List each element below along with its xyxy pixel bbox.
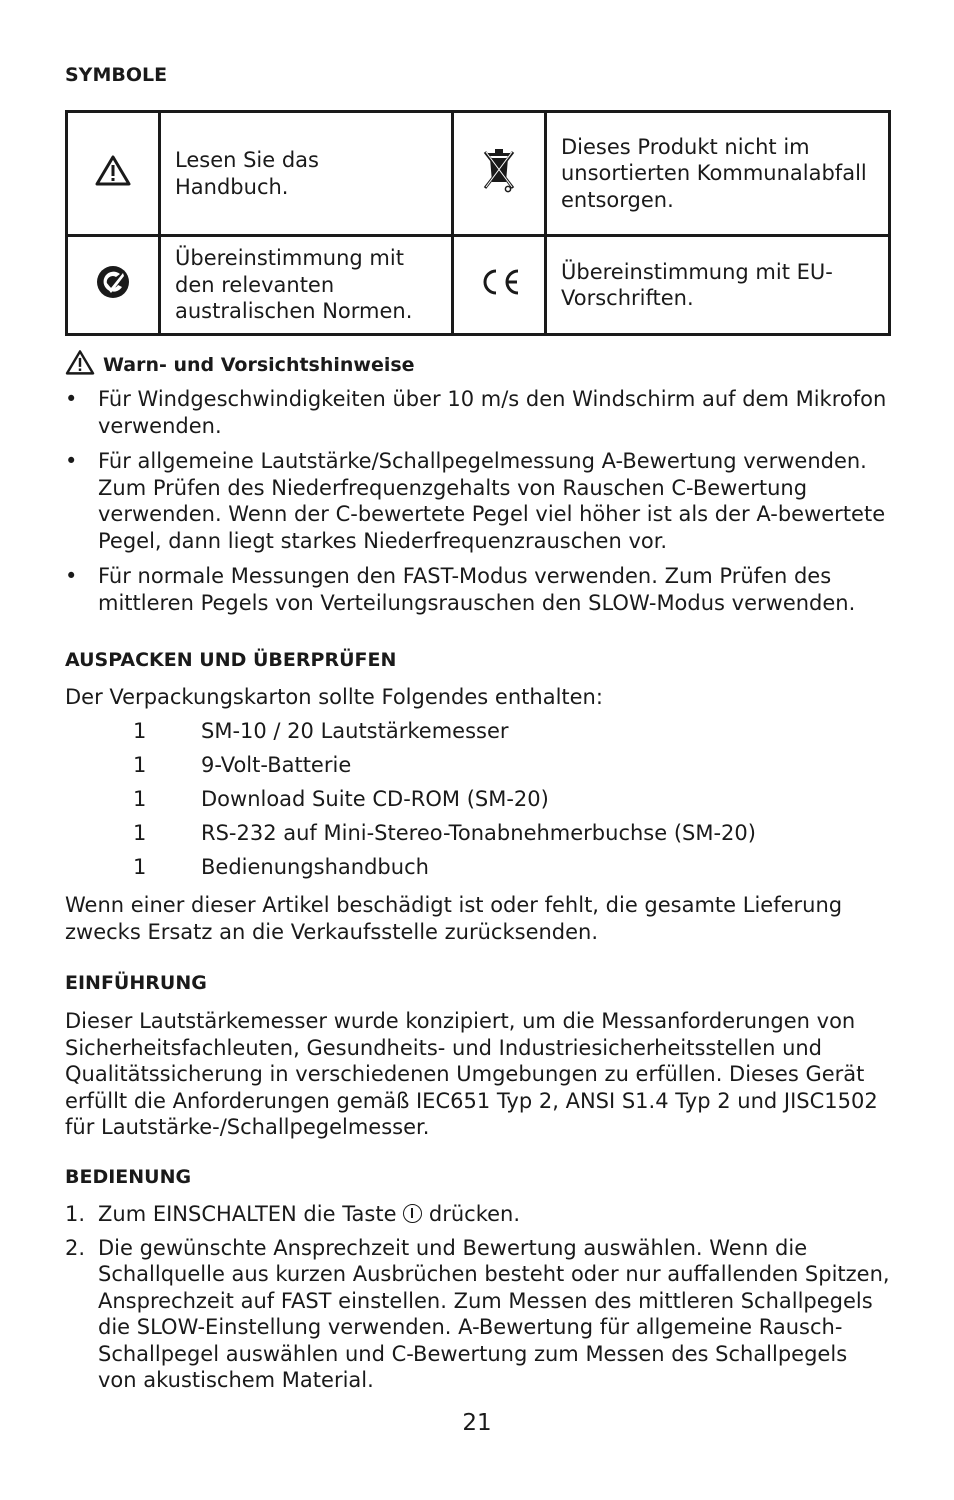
item-quantity: 1 [133, 753, 147, 777]
power-button-icon [403, 1204, 422, 1223]
item-name: 9-Volt-Batterie [201, 753, 352, 777]
step-text: Die gewünschte Ansprechzeit und Bewertung auswählen. Wenn die Schallquelle aus kurzen Ausbrüchen besteht oder nur auffallenden Spitzen, Ansprechzeit auf FAST einstellen. Zum Messen des mittleren Schallpegels die SLOW-Einstellung verwenden. A-Bewertung für allgemeine Rausch-Schallpegel auswählen und C-Bewertung zum Messen des Schallpegels von akustischem Material. [98, 1235, 890, 1392]
unpacking-intro: Der Verpackungskarton sollte Folgendes enthalten: [65, 685, 603, 709]
table-row [67, 112, 890, 236]
symbol-description: Übereinstimmung mit den relevanten australischen Normen. [160, 236, 453, 335]
operation-steps-wrap [65, 1201, 891, 1394]
list-item: • Für Windgeschwindigkeiten über 10 m/s den Windschirm auf dem Mikrofon verwenden. [65, 386, 891, 439]
crossed-bin-icon [483, 146, 515, 194]
operation-steps [65, 1201, 891, 1394]
item-quantity: 1 [133, 719, 147, 743]
warnings-heading-text: Warn- und Vorsichtshinweise [103, 354, 415, 376]
item-name: Download Suite CD-ROM (SM-20) [201, 787, 549, 811]
list-item [65, 1235, 891, 1394]
page-number: 21 [462, 1410, 492, 1436]
operation-heading: BEDIENUNG [65, 1166, 192, 1188]
step-number: 2. [65, 1235, 86, 1260]
warning-triangle-icon [95, 154, 131, 186]
item-quantity: 1 [133, 821, 147, 845]
ce-mark-icon [477, 267, 521, 297]
table-row [67, 236, 890, 335]
symbol-cell [453, 236, 546, 335]
symbols-table [65, 110, 891, 336]
c-tick-icon [96, 265, 130, 299]
introduction-heading: EINFÜHRUNG [65, 972, 207, 994]
unpacking-outro: Wenn einer dieser Artikel beschädigt ist oder fehlt, die gesamte Lieferung zwecks Ersatz an die Verkaufsstelle zurücksenden. [65, 893, 843, 944]
item-name: RS-232 auf Mini-Stereo-Tonabnehmerbuchse (SM-20) [201, 821, 756, 845]
symbol-cell [67, 236, 160, 335]
symbol-cell [67, 112, 160, 236]
warning-triangle-icon [65, 349, 95, 375]
symbol-cell [453, 112, 546, 236]
symbol-description: Dieses Produkt nicht im unsortierten Kommunalabfall entsorgen. [546, 112, 890, 236]
step-text-after: drücken. [428, 1202, 521, 1226]
warnings-list [65, 386, 891, 616]
step-text-before: Zum EINSCHALTEN die Taste [98, 1202, 397, 1226]
list-item: • Für normale Messungen den FAST-Modus verwenden. Zum Prüfen des mittleren Pegels von Verteilungsrauschen den SLOW-Modus verwenden. [65, 563, 891, 616]
symbols-heading: SYMBOLE [65, 64, 168, 86]
list-item [65, 1201, 891, 1228]
warnings-heading [65, 349, 415, 377]
list-item: • Für allgemeine Lautstärke/Schallpegelmessung A-Bewertung verwenden. Zum Prüfen des Niederfrequenzgehalts von Rauschen C-Bewertung verwenden. Wenn der C-bewertete Pegel viel höher ist als der A-bewertete Pegel, dann liegt starkes Niederfrequenzrauschen vor. [65, 448, 891, 554]
unpacking-heading: AUSPACKEN UND ÜBERPRÜFEN [65, 649, 397, 671]
warnings-list-wrap [65, 386, 891, 616]
item-name: Bedienungshandbuch [201, 855, 429, 879]
symbol-description: Lesen Sie das Handbuch. [160, 112, 453, 236]
item-quantity: 1 [133, 787, 147, 811]
item-quantity: 1 [133, 855, 147, 879]
step-number: 1. [65, 1202, 86, 1226]
introduction-text: Dieser Lautstärkemesser wurde konzipiert, um die Messanforderungen von Sicherheitsfachleuten, Gesundheits- und Industriesicherheitsstellen und Qualitätssicherung in verschiedenen Umgebungen zu erfüllen. Dieses Gerät erfüllt die Anforderungen gemäß IEC651 Typ 2, ANSI S1.4 Typ 2 und JISC1502 für Lautstärke-/Schallpegelmesser. [65, 1009, 878, 1139]
item-name: SM-10 / 20 Lautstärkemesser [201, 719, 509, 743]
symbol-description: Übereinstimmung mit EU-Vorschriften. [546, 236, 890, 335]
